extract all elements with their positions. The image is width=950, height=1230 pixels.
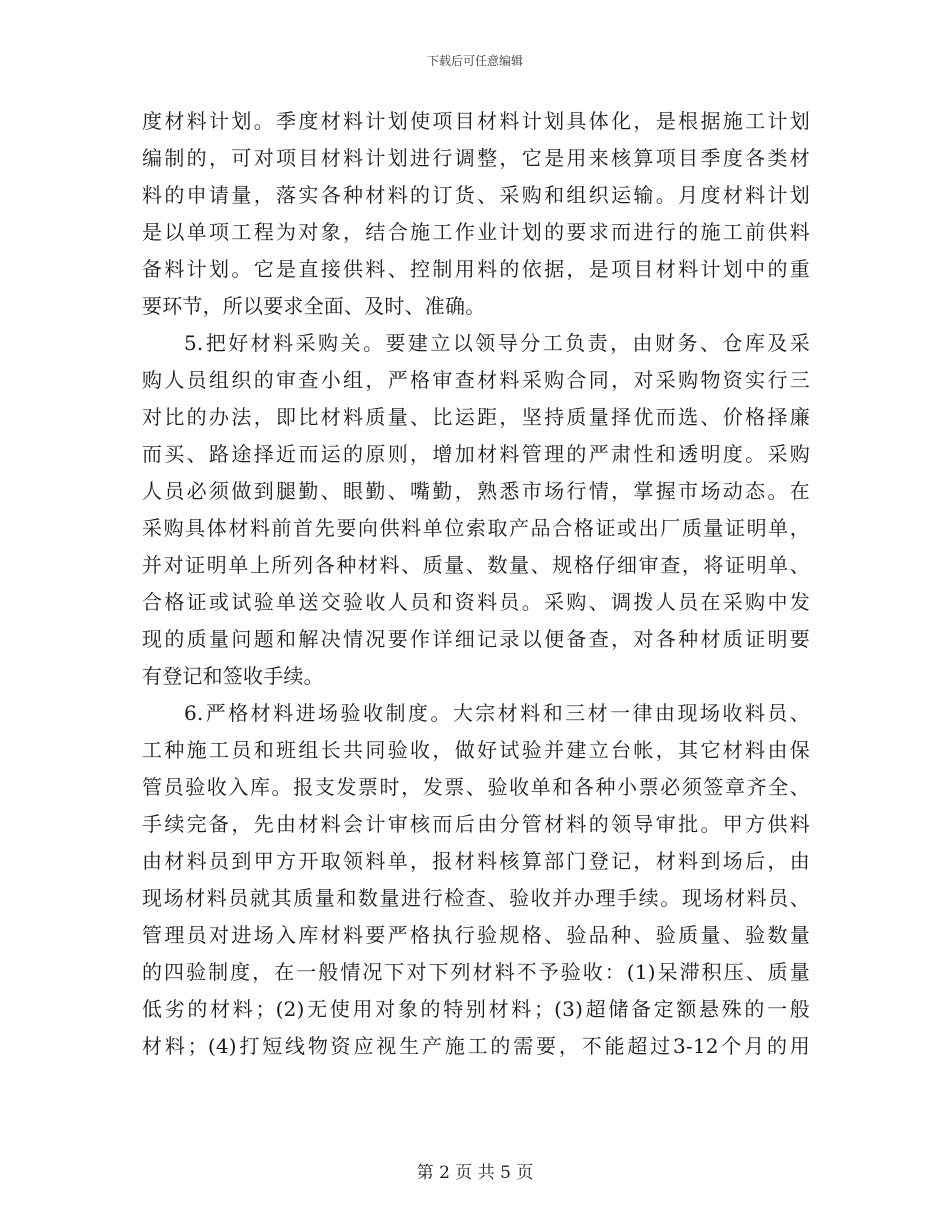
text-line: 现的质量问题和解决情况要作详细记录以便备查，对各种材质证明要 — [142, 627, 810, 651]
text-line: 合格证或试验单送交验收人员和资料员。采购、调拨人员在采购中发 — [142, 590, 810, 614]
text-line: 对比的办法，即比材料质量、比运距，坚持质量择优而选、价格择廉 — [142, 405, 810, 429]
text-line: 由材料员到甲方开取领料单，报材料核算部门登记，材料到场后，由 — [142, 849, 810, 873]
text-line: 备料计划。它是直接供料、控制用料的依据，是项目材料计划中的重 — [142, 257, 810, 281]
page-header: 下载后可任意编辑 — [426, 54, 523, 68]
text-line: 度材料计划。季度材料计划使项目材料计划具体化，是根据施工计划 — [142, 109, 810, 133]
text-line: 人员必须做到腿勤、眼勤、嘴勤，熟悉市场行情，掌握市场动态。在 — [142, 479, 810, 503]
text-line: 6.严格材料进场验收制度。大宗材料和三材一律由现场收料员、 — [184, 701, 810, 725]
text-line: 材料；(4)打短线物资应视生产施工的需要，不能超过3-12个月的用 — [142, 1034, 810, 1058]
text-line: 现场材料员就其质量和数量进行检查、验收并办理手续。现场材料员、 — [142, 886, 810, 910]
text-line: 工种施工员和班组长共同验收，做好试验并建立台帐，其它材料由保 — [142, 738, 810, 762]
text-line: 购人员组织的审查小组，严格审查材料采购合同，对采购物资实行三 — [142, 368, 810, 392]
text-line: 并对证明单上所列各种材料、质量、数量、规格仔细审查，将证明单、 — [142, 553, 810, 577]
text-line: 编制的，可对项目材料计划进行调整，它是用来核算项目季度各类材 — [142, 146, 810, 170]
document-body — [142, 103, 810, 1065]
text-line: 的四验制度，在一般情况下对下列材料不予验收：(1)呆滞积压、质量 — [142, 960, 810, 984]
paragraph-1 — [142, 103, 810, 325]
page-number-footer: 第 2 页 共 5 页 — [416, 1163, 534, 1183]
text-line: 而买、路途择近而运的原则，增加材料管理的严肃性和透明度。采购 — [142, 442, 810, 466]
paragraph-3 — [142, 695, 810, 1065]
text-line: 手续完备，先由材料会计审核而后由分管材料的领导审批。甲方供料 — [142, 812, 810, 836]
text-line: 料的申请量，落实各种材料的订货、采购和组织运输。月度材料计划 — [142, 183, 810, 207]
text-line: 管员验收入库。报支发票时，发票、验收单和各种小票必须签章齐全、 — [142, 775, 810, 799]
text-line: 5.把好材料采购关。要建立以领导分工负责，由财务、仓库及采 — [184, 331, 810, 355]
text-line: 低劣的材料；(2)无使用对象的特别材料；(3)超储备定额悬殊的一般 — [142, 997, 810, 1021]
text-line: 管理员对进场入库材料要严格执行验规格、验品种、验质量、验数量 — [142, 923, 810, 947]
text-line: 是以单项工程为对象，结合施工作业计划的要求而进行的施工前供料 — [142, 220, 810, 244]
paragraph-2 — [142, 325, 810, 695]
text-line: 有登记和签收手续。 — [142, 664, 324, 688]
text-line: 采购具体材料前首先要向供料单位索取产品合格证或出厂质量证明单， — [142, 516, 810, 540]
text-line: 要环节，所以要求全面、及时、准确。 — [142, 294, 486, 318]
